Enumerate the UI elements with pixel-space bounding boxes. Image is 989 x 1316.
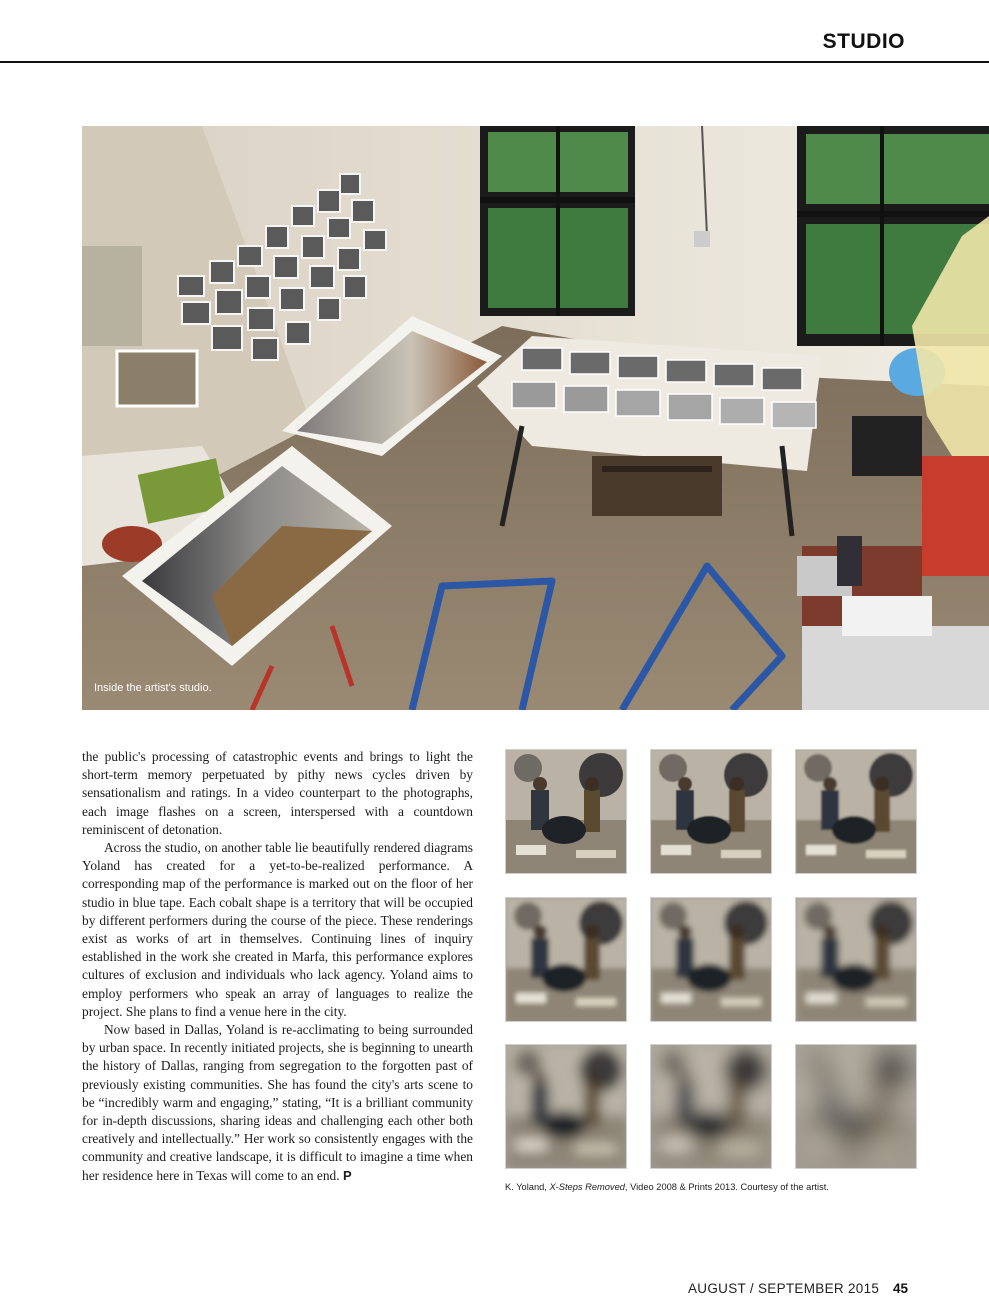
video-still-7 [505,1044,627,1169]
wall-diagram [82,246,142,346]
video-still-8 [650,1044,772,1169]
wall-print [117,351,197,406]
video-still-1 [505,749,627,874]
paragraph-3-text: Now based in Dallas, Yoland is re-acclimating to being surrounded by urban space. In recently initiated projects, she is beginning to unearth the history of Dallas, ranging from segregation to the forgotten past of previously existing communities. She has found the city's arts scene to be “incredibly warm and engaging,” stating, “It is a brilliant community for in-depth discussions, sharing ideas and challenging each other both creatively and intellectually.” Her work so consistently engages with the community and creative landscape, it is difficult to imagine a time when her residence here in Texas will come to an end. [82,1022,473,1183]
video-still-4 [505,897,627,1022]
page-number: 45 [893,1281,909,1296]
video-still-9 [795,1044,917,1169]
photo-caption: Inside the artist's studio. [94,682,212,694]
desk [802,626,989,710]
caption-title: X-Steps Removed [549,1182,625,1192]
paragraph-3 [82,1021,473,1185]
stills-caption [505,1182,925,1192]
footer-issue: AUGUST / SEPTEMBER 2015 [688,1281,880,1296]
stool [852,416,922,476]
red-cabinet [922,456,989,576]
paragraph-2: Across the studio, on another table lie beautifully rendered diagrams Yoland has created for a yet-to-be-realized performance. A corresponding map of the performance is marked out on the floor of her studio in blue tape. Each cobalt shape is a territory that will be occupied by different performers during the course of the piece. These renderings exist as works of art in themselves. Continuing lines of inquiry established in the work she created in Marfa, this performance explores cultures of exclusion and individuals who lack agency. Yoland aims to employ performers who speak an array of languages to realize the project. She plans to find a venue here in the city. [82,840,473,1019]
trunk [592,456,722,516]
studio-photo [82,126,989,710]
section-header: STUDIO [822,30,905,53]
stills-grid [505,749,917,1169]
end-mark: P [342,1167,352,1183]
caption-suffix: , Video 2008 & Prints 2013. Courtesy of the artist. [624,1182,829,1192]
paragraph-1: the public's processing of catastrophic events and brings to light the short-term memory perpetuated by pithy news cycles driven by sensationalism and ratings. In a video counterpart to the photographs, each image flashes on a screen, interspersed with a countdown reminiscent of detonation. [82,749,473,837]
video-still-3 [795,749,917,874]
video-still-5 [650,897,772,1022]
studio-photo-illustration [82,126,989,710]
window-left [480,126,635,316]
caption-prefix: K. Yoland, [505,1182,550,1192]
video-still-2 [650,749,772,874]
article-body [82,748,473,1185]
header-rule [0,61,989,63]
video-still-6 [795,897,917,1022]
